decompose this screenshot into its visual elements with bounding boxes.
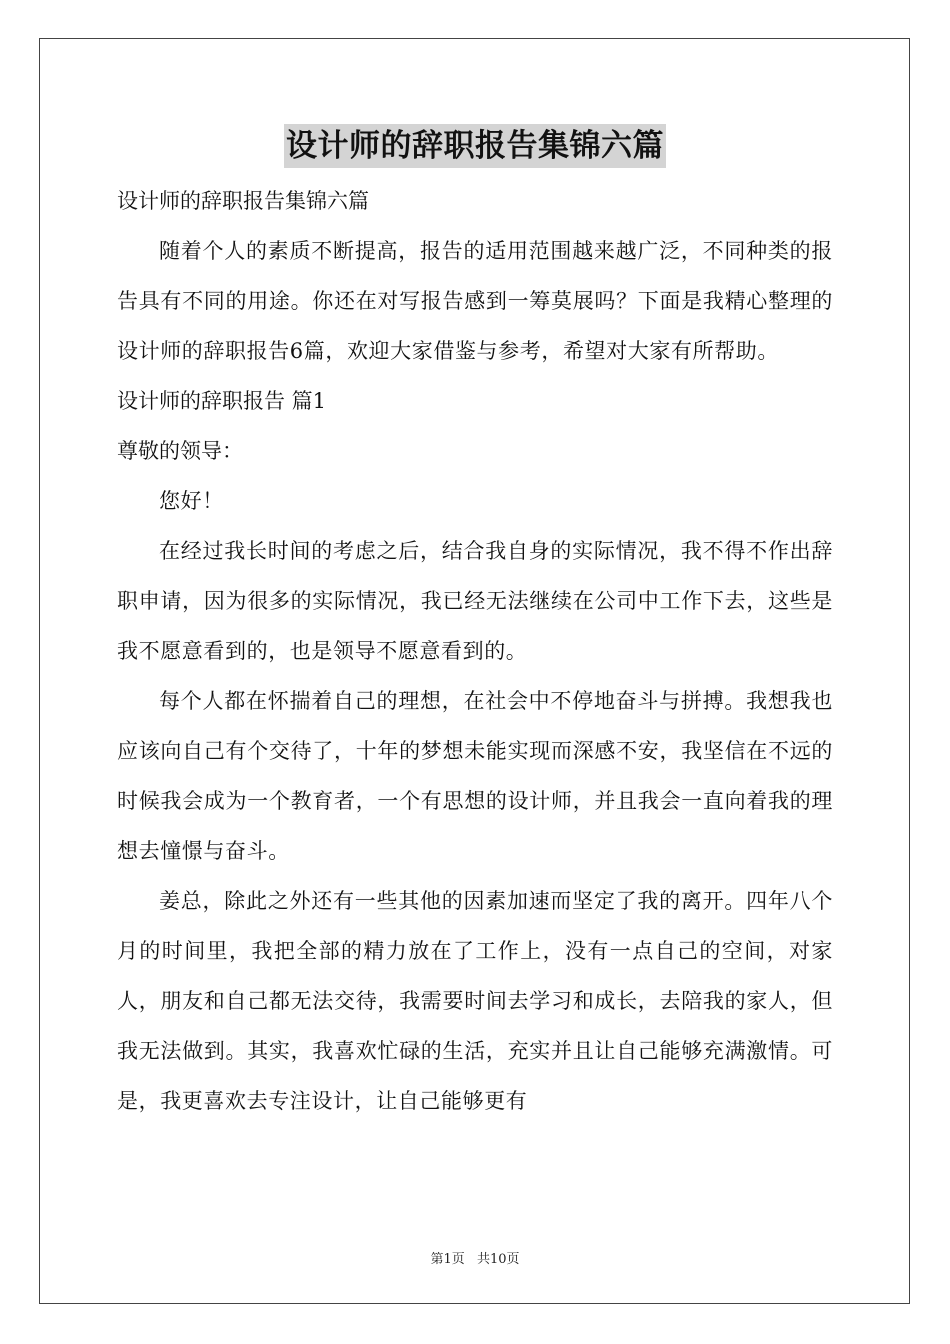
document-title: 设计师的辞职报告集锦六篇	[284, 124, 666, 168]
greeting: 您好！	[159, 489, 224, 513]
title-container	[0, 124, 950, 168]
document-subtitle: 设计师的辞职报告集锦六篇	[117, 189, 369, 213]
body-paragraph-3: 姜总，除此之外还有一些其他的因素加速而坚定了我的离开。四年八个月的时间里，我把全部的精力放在了工作上，没有一点自己的空间，对家人，朋友和自己都无法交待，我需要时间去学习和成长，去陪我的家人，但我无法做到。其实，我喜欢忙碌的生活，充实并且让自己能够充满激情。可是，我更喜欢去专注设计，让自己能够更有	[117, 889, 833, 1113]
page-total: 共10页	[476, 1252, 520, 1267]
body-paragraph-1: 在经过我长时间的考虑之后，结合我自身的实际情况，我不得不作出辞职申请，因为很多的实际情况，我已经无法继续在公司中工作下去，这些是我不愿意看到的，也是领导不愿意看到的。	[117, 539, 833, 663]
page-footer	[0, 1248, 950, 1267]
body-paragraph-2: 每个人都在怀揣着自己的理想，在社会中不停地奋斗与拼搏。我想我也应该向自己有个交待了，十年的梦想未能实现而深感不安，我坚信在不远的时候我会成为一个教育者，一个有思想的设计师，并且我会一直向着我的理想去憧憬与奋斗。	[117, 689, 833, 863]
intro-paragraph: 随着个人的素质不断提高，报告的适用范围越来越广泛，不同种类的报告具有不同的用途。你还在对写报告感到一筹莫展吗？下面是我精心整理的设计师的辞职报告6篇，欢迎大家借鉴与参考，希望对大家有所帮助。	[117, 239, 833, 363]
document-body	[117, 176, 833, 1126]
salutation: 尊敬的领导：	[117, 439, 243, 463]
section-heading: 设计师的辞职报告 篇1	[117, 389, 327, 413]
page-number: 第1页	[430, 1252, 465, 1267]
